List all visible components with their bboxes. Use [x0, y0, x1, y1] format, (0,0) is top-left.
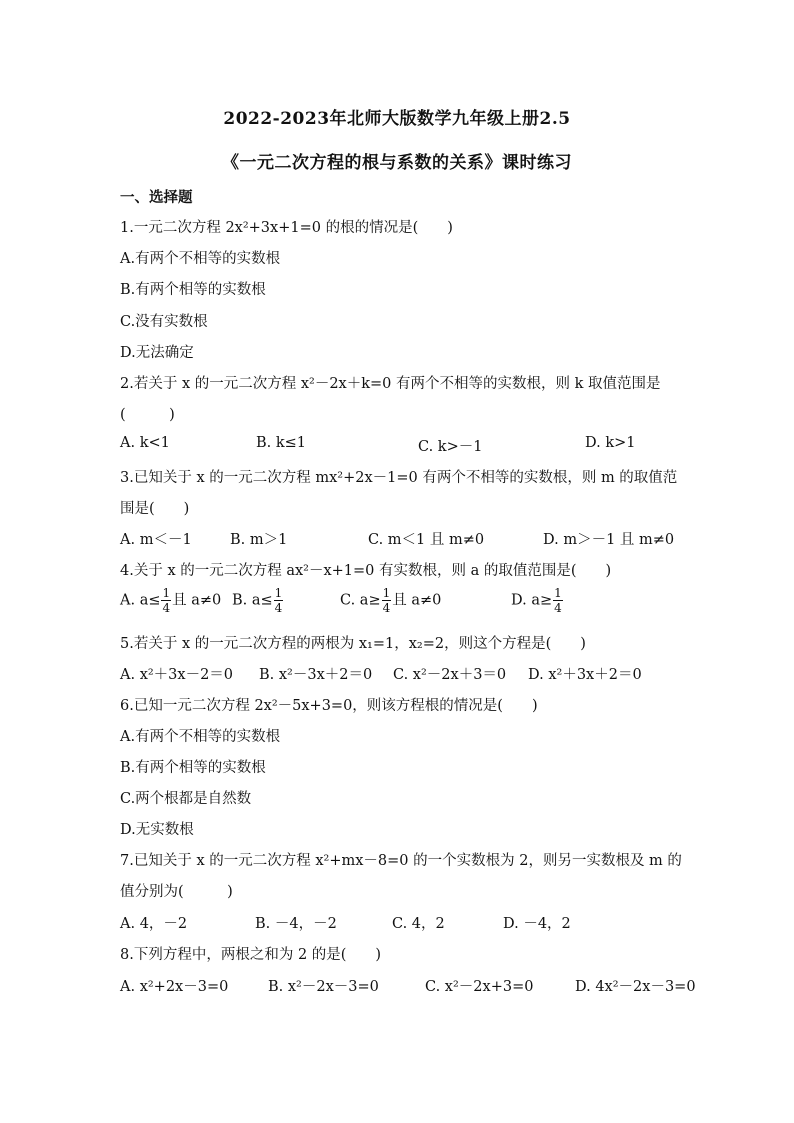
q8-option-a: A. x²+2x－3=0 — [120, 979, 229, 995]
fraction-denominator: 4 — [554, 601, 562, 615]
q6-option-c: C.两个根都是自然数 — [120, 791, 252, 807]
fraction — [274, 586, 284, 615]
fraction — [161, 586, 171, 615]
title-line-1: 2022-2023年北师大版数学九年级上册2.5 — [223, 109, 571, 129]
q8-option-c: C. x²－2x+3=0 — [425, 979, 534, 995]
q4-option-c-prefix: C. a≥ — [340, 592, 381, 609]
q3-option-b: B. m＞1 — [230, 532, 288, 548]
q3-stem-line-1: 3.已知关于 x 的一元二次方程 mx²+2x－1=0 有两个不相等的实数根，则 m 的取值范 — [120, 470, 678, 486]
q8-option-b: B. x²－2x－3=0 — [268, 979, 379, 995]
fraction-numerator: 1 — [554, 586, 562, 600]
q2-stem-line-2: ( ) — [120, 407, 175, 423]
q1-option-c: C.没有实数根 — [120, 314, 208, 330]
q4-option-d-prefix: D. a≥ — [511, 592, 553, 609]
q2-option-a: A. k<1 — [120, 435, 170, 451]
q8-stem: 8.下列方程中，两根之和为 2 的是( ) — [120, 947, 382, 963]
q3-option-c: C. m＜1 且 m≠0 — [368, 532, 485, 548]
q5-option-d: D. x²＋3x＋2＝0 — [528, 667, 642, 683]
q4-option-c-suffix: 且 a≠0 — [392, 592, 442, 609]
q7-option-a: A. 4，－2 — [120, 916, 188, 932]
section-heading: 一、选择题 — [120, 189, 193, 206]
fraction-numerator: 1 — [274, 586, 283, 600]
q4-option-a-prefix: A. a≤ — [120, 592, 161, 609]
q6-option-d: D.无实数根 — [120, 822, 194, 838]
q5-option-b: B. x²－3x＋2＝0 — [259, 667, 373, 683]
q4-option-d — [511, 586, 564, 615]
q4-option-b-prefix: B. a≤ — [232, 592, 273, 609]
q5-option-a: A. x²＋3x－2＝0 — [120, 667, 234, 683]
fraction — [553, 586, 563, 615]
fraction-denominator: 4 — [162, 601, 171, 615]
q1-stem: 1.一元二次方程 2x²+3x+1=0 的根的情况是( ) — [120, 220, 453, 236]
fraction-numerator: 1 — [162, 586, 171, 600]
q4-option-a-suffix: 且 a≠0 — [172, 592, 222, 609]
fraction-numerator: 1 — [382, 586, 391, 600]
q1-option-a: A.有两个不相等的实数根 — [120, 251, 281, 267]
q6-option-b: B.有两个相等的实数根 — [120, 760, 266, 776]
q7-stem-line-2: 值分别为( ) — [120, 884, 233, 900]
q2-stem-line-1: 2.若关于 x 的一元二次方程 x²－2x＋k=0 有两个不相等的实数根，则 k 取值范围是 — [120, 376, 661, 392]
q5-option-c: C. x²－2x＋3＝0 — [393, 667, 507, 683]
q3-stem-line-2: 围是( ) — [120, 501, 190, 517]
q3-option-d: D. m＞－1 且 m≠0 — [543, 532, 675, 548]
q1-option-d: D.无法确定 — [120, 345, 194, 361]
fraction-denominator: 4 — [274, 601, 283, 615]
q4-option-c — [340, 586, 441, 615]
q4-option-a — [120, 586, 221, 615]
q7-stem-line-1: 7.已知关于 x 的一元二次方程 x²+mx－8=0 的一个实数根为 2，则另一实数根及 m 的 — [120, 853, 682, 869]
q2-option-d: D. k>1 — [585, 435, 636, 451]
q6-stem: 6.已知一元二次方程 2x²－5x+3=0，则该方程根的情况是( ) — [120, 698, 538, 714]
q8-option-d: D. 4x²－2x－3=0 — [575, 979, 696, 995]
q4-stem: 4.关于 x 的一元二次方程 ax²－x+1=0 有实数根，则 a 的取值范围是( ) — [120, 563, 612, 579]
title-line-2: 《一元二次方程的根与系数的关系》课时练习 — [222, 153, 572, 173]
q2-option-b: B. k≤1 — [256, 435, 307, 451]
fraction — [382, 586, 392, 615]
q4-option-b — [232, 586, 284, 615]
q7-option-b: B. －4，－2 — [255, 916, 337, 932]
q2-option-c: C. k>－1 — [418, 439, 483, 455]
fraction-denominator: 4 — [382, 601, 391, 615]
q3-option-a: A. m＜－1 — [120, 532, 192, 548]
q5-stem: 5.若关于 x 的一元二次方程的两根为 x₁=1，x₂=2，则这个方程是( ) — [120, 636, 586, 652]
q7-option-c: C. 4，2 — [392, 916, 445, 932]
q6-option-a: A.有两个不相等的实数根 — [120, 729, 281, 745]
q7-option-d: D. －4，2 — [503, 916, 571, 932]
q1-option-b: B.有两个相等的实数根 — [120, 282, 266, 298]
